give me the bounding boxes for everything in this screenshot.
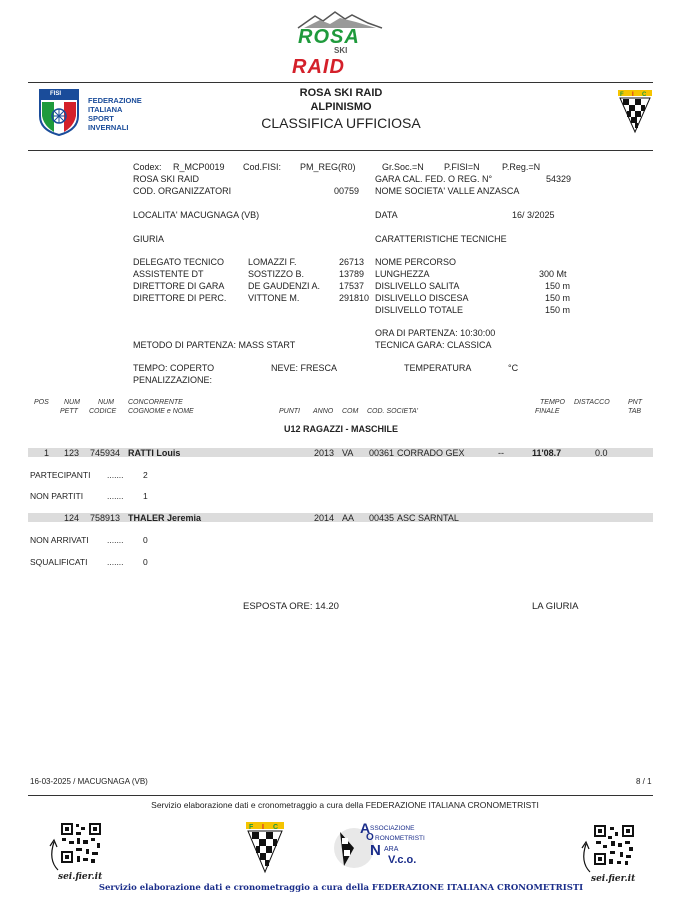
tempo-meteo: TEMPO: COPERTO (133, 363, 215, 373)
col-concorrente: CONCORRENTE (128, 399, 183, 406)
title-discipline: ALPINISMO (310, 101, 372, 113)
tecnica-gara: TECNICA GARA: CLASSICA (375, 340, 492, 350)
col-distacco: DISTACCO (574, 399, 610, 406)
header-bottom-line (28, 150, 653, 151)
dns-pett: 124 (64, 513, 80, 523)
tech-label: NOME PERCORSO (375, 257, 457, 267)
sei-fier-left: sei.fier.it (58, 872, 103, 882)
esposta-ore: ESPOSTA ORE: 14.20 (243, 601, 339, 612)
col-anno: ANNO (313, 408, 334, 415)
partecipanti-value: 2 (143, 470, 148, 480)
result-codice: 745934 (90, 448, 121, 458)
svg-text:I: I (632, 92, 634, 98)
footer-line (28, 795, 653, 796)
assoc-text-1: SSOCIAZIONE (370, 825, 415, 832)
giuria-heading: GIURIA (133, 234, 165, 244)
non-arrivati-label: NON ARRIVATI (30, 535, 89, 545)
result-societa: CORRADO GEX (397, 448, 465, 458)
fisi-name-line4: INVERNALI (88, 123, 129, 132)
squalificati-label: SQUALIFICATI (30, 557, 88, 567)
codex-label: Codex: (133, 162, 162, 172)
jury-name: SOSTIZZO B. (248, 269, 305, 279)
fisi-name-line3: SPORT (88, 114, 114, 123)
col-concorrente: COGNOME e NOME (128, 408, 194, 415)
partecipanti-label: PARTECIPANTI (30, 470, 91, 480)
la-giuria: LA GIURIA (532, 601, 579, 612)
col-tempo: FINALE (535, 408, 560, 415)
dns-codsoc: 00435 (369, 513, 395, 523)
tech-value: 150 m (545, 281, 571, 291)
dns-societa: ASC SARNTAL (397, 513, 459, 523)
table-row (28, 513, 653, 522)
svg-text:C: C (642, 92, 647, 98)
footer-date-place: 16-03-2025 / MACUGNAGA (VB) (30, 777, 148, 786)
footer-page: 8 / 1 (636, 777, 652, 786)
jury-name: VITTONE M. (248, 293, 300, 303)
col-pnt: TAB (628, 408, 642, 415)
qr-code-right (593, 824, 635, 866)
jury-code: 291810 (339, 293, 370, 303)
tech-label: DISLIVELLO DISCESA (375, 293, 469, 303)
temperatura-label: TEMPERATURA (404, 363, 472, 373)
svg-text:F: F (620, 92, 624, 98)
svg-text:C: C (273, 824, 279, 831)
result-pett: 123 (64, 448, 80, 458)
result-distacco: 0.0 (595, 448, 608, 458)
jury-code: 26713 (339, 257, 365, 267)
jury-role: DIRETTORE DI PERC. (133, 293, 227, 303)
assoc-text-4: V.c.o. (388, 854, 417, 866)
preg-flag: P.Reg.=N (502, 162, 541, 172)
nome-societa: NOME SOCIETA' VALLE ANZASCA (375, 186, 520, 196)
col-cod-societa: COD. SOCIETA' (367, 408, 418, 415)
col-punti: PUNTI (279, 408, 300, 415)
gara-cal-label: GARA CAL. FED. O REG. N° (375, 174, 493, 184)
jury-role: DIRETTORE DI GARA (133, 281, 225, 291)
jury-role: DELEGATO TECNICO (133, 257, 225, 267)
title-race: ROSA SKI RAID (299, 87, 383, 99)
assoc-letter-o: O (366, 832, 374, 843)
dns-anno: 2014 (314, 513, 335, 523)
footer-service-top: Servizio elaborazione dati e cronometraggio a cura della FEDERAZIONE ITALIANA CRONOMETRISTI (151, 800, 539, 810)
svg-text:F: F (249, 824, 254, 831)
non-partiti-value: 1 (143, 491, 148, 501)
title-classifica: CLASSIFICA UFFICIOSA (261, 115, 421, 131)
checkered-flag-icon (244, 820, 286, 874)
qr-code-left (60, 822, 102, 864)
non-arrivati-dots: ....... (107, 535, 124, 545)
assoc-letter-n: N (370, 842, 381, 859)
jury-code: 13789 (339, 269, 365, 279)
logo-rosa-text: ROSA (298, 26, 360, 48)
logo-ski-text: SKI (334, 46, 348, 55)
dns-codice: 758913 (90, 513, 121, 523)
partecipanti-dots: ....... (107, 470, 124, 480)
penalizzazione-label: PENALIZZAZIONE: (133, 375, 213, 385)
category-title: U12 RAGAZZI - MASCHILE (283, 424, 398, 434)
result-com: VA (342, 448, 354, 458)
race-name: ROSA SKI RAID (133, 174, 200, 184)
result-codsoc: 00361 (369, 448, 395, 458)
col-tempo: TEMPO (540, 399, 565, 406)
associazione-cronometristi-logo (330, 822, 440, 872)
result-tempo: 11'08.7 (532, 448, 562, 458)
localita: LOCALITA' MACUGNAGA (VB) (133, 210, 260, 220)
qr-code-icon (593, 824, 635, 866)
col-num-codice: CODICE (89, 408, 117, 415)
result-pos: 1 (44, 448, 50, 458)
checkered-flag-icon (616, 88, 654, 134)
jury-role: ASSISTENTE DT (133, 269, 204, 279)
metodo-partenza: METODO DI PARTENZA: MASS START (133, 340, 296, 350)
tech-value: 150 m (545, 293, 571, 303)
logo-raid-text: RAID (292, 56, 345, 78)
tech-label: DISLIVELLO TOTALE (375, 305, 464, 315)
footer-service-bottom: Servizio elaborazione dati e cronometraggio a cura della FEDERAZIONE ITALIANA CRONOMETRISTI (98, 883, 584, 893)
arrow-icon (578, 840, 594, 874)
non-partiti-label: NON PARTITI (30, 491, 84, 501)
col-pnt: PNT (628, 399, 642, 406)
fisi-name-line1: FEDERAZIONE (88, 96, 142, 105)
jury-name: DE GAUDENZI A. (248, 281, 321, 291)
result-dash: -- (498, 448, 504, 458)
squalificati-dots: ....... (107, 557, 124, 567)
data-value: 16/ 3/2025 (512, 210, 555, 220)
arrow-icon (46, 838, 62, 872)
neve: NEVE: FRESCA (271, 363, 338, 373)
result-anno: 2013 (314, 448, 335, 458)
fic-logo-footer (244, 820, 286, 874)
assoc-text-2: RONOMETRISTI (375, 835, 425, 842)
tech-value: 300 Mt (539, 269, 567, 279)
codfisi-label: Cod.FISI: (243, 162, 282, 172)
fisi-shield-text: FISI (50, 91, 62, 97)
tech-value: 150 m (545, 305, 571, 315)
tech-label: DISLIVELLO SALITA (375, 281, 460, 291)
fic-logo-top (616, 88, 654, 134)
col-com: COM (342, 408, 359, 415)
codex-value: R_MCP0019 (173, 162, 225, 172)
qr-code-icon (60, 822, 102, 864)
cod-org-label: COD. ORGANIZZATORI (133, 186, 232, 196)
non-partiti-dots: ....... (107, 491, 124, 501)
assoc-letter-a: A (360, 820, 371, 836)
pfisi-flag: P.FISI=N (444, 162, 480, 172)
col-num-pett: PETT (60, 408, 78, 415)
squalificati-value: 0 (143, 557, 148, 567)
header-top-line (28, 82, 653, 83)
gradi-unit: °C (508, 363, 519, 373)
fisi-name-line2: ITALIANA (88, 105, 123, 114)
jury-name: LOMAZZI F. (248, 257, 297, 267)
non-arrivati-value: 0 (143, 535, 148, 545)
sei-fier-right: sei.fier.it (591, 874, 636, 884)
assoc-text-3: ARA (384, 846, 399, 853)
svg-text:I: I (262, 824, 264, 831)
dns-name: THALER Jeremia (128, 513, 202, 523)
col-num-codice: NUM (98, 399, 114, 406)
jury-code: 17537 (339, 281, 365, 291)
grsoc-flag: Gr.Soc.=N (382, 162, 424, 172)
rosa-ski-raid-logo (290, 10, 390, 78)
codfisi-value: PM_REG(R0) (300, 162, 356, 172)
cod-org-value: 00759 (334, 186, 360, 196)
result-name: RATTI Louis (128, 448, 181, 458)
dns-com: AA (342, 513, 355, 523)
col-num-pett: NUM (64, 399, 80, 406)
gara-cal-value: 54329 (546, 174, 572, 184)
col-pos: POS (34, 399, 49, 406)
ora-partenza: ORA DI PARTENZA: 10:30:00 (375, 328, 496, 338)
tech-label: LUNGHEZZA (375, 269, 430, 279)
caratteristiche-heading: CARATTERISTICHE TECNICHE (375, 234, 507, 244)
data-label: DATA (375, 210, 398, 220)
